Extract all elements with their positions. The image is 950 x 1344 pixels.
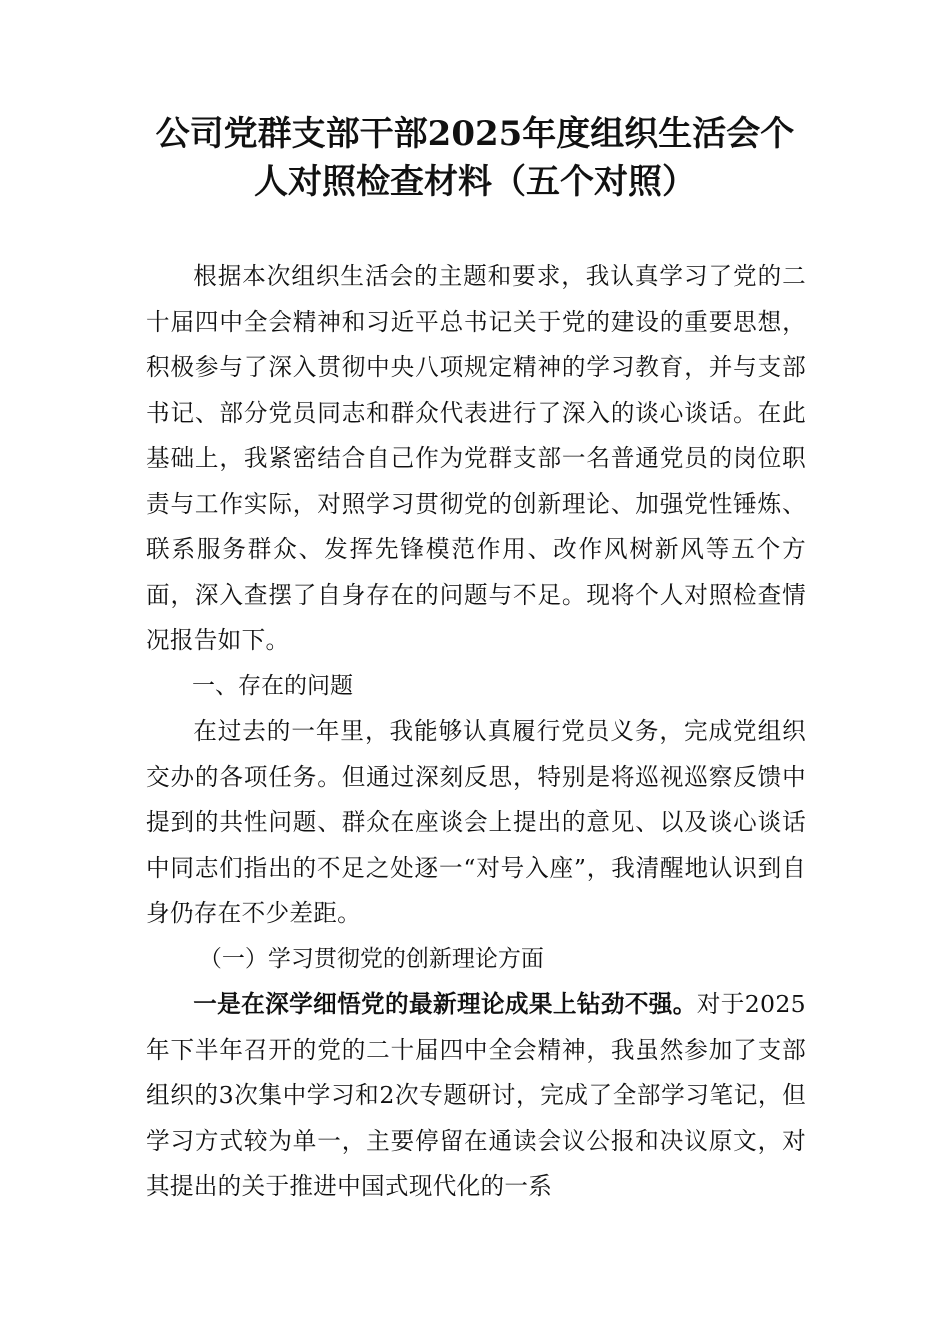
section-intro-paragraph: 在过去的一年里，我能够认真履行党员义务，完成党组织交办的各项任务。但通过深刻反思，特别是将巡视巡察反馈中提到的共性问题、群众在座谈会上提出的意见、以及谈心谈话中同志们指出的不足之处逐一“对号入座”，我清醒地认识到自身仍存在不少差距。 bbox=[146, 717, 806, 927]
title-line-1: 公司党群支部干部2025年度组织生活会个 bbox=[155, 114, 795, 154]
intro-paragraph: 根据本次组织生活会的主题和要求，我认真学习了党的二十届四中全会精神和习近平总书记关于党的建设的重要思想，积极参与了深入贯彻中央八项规定精神的学习教育，并与支部书记、部分党员同志和群众代表进行了深入的谈心谈话。在此基础上，我紧密结合自己作为党群支部一名普通党员的岗位职责与工作实际，对照学习贯彻党的创新理论、加强党性锤炼、联系服务群众、发挥先锋模范作用、改作风树新风等五个方面，深入查摆了自身存在的问题与不足。现将个人对照检查情况报告如下。 bbox=[146, 262, 806, 654]
document-title bbox=[130, 110, 820, 206]
point-one-text: 对于2025年下半年召开的党的二十届四中全会精神，我虽然参加了支部组织的3次集中学习和2次专题研讨，完成了全部学习笔记，但学习方式较为单一，主要停留在通读会议公报和决议原文，对其提出的关于推进中国式现代化的一系 bbox=[146, 990, 806, 1200]
document-body bbox=[146, 254, 806, 1210]
point-one-lead: 一是在深学细悟党的最新理论成果上钻劲不强。 bbox=[193, 990, 697, 1018]
subsection-heading-theory: （一）学习贯彻党的创新理论方面 bbox=[198, 945, 544, 972]
section-heading-problems: 一、存在的问题 bbox=[192, 672, 353, 699]
point-one-paragraph bbox=[146, 982, 806, 1210]
title-line-2: 人对照检查材料（五个对照） bbox=[254, 162, 696, 202]
